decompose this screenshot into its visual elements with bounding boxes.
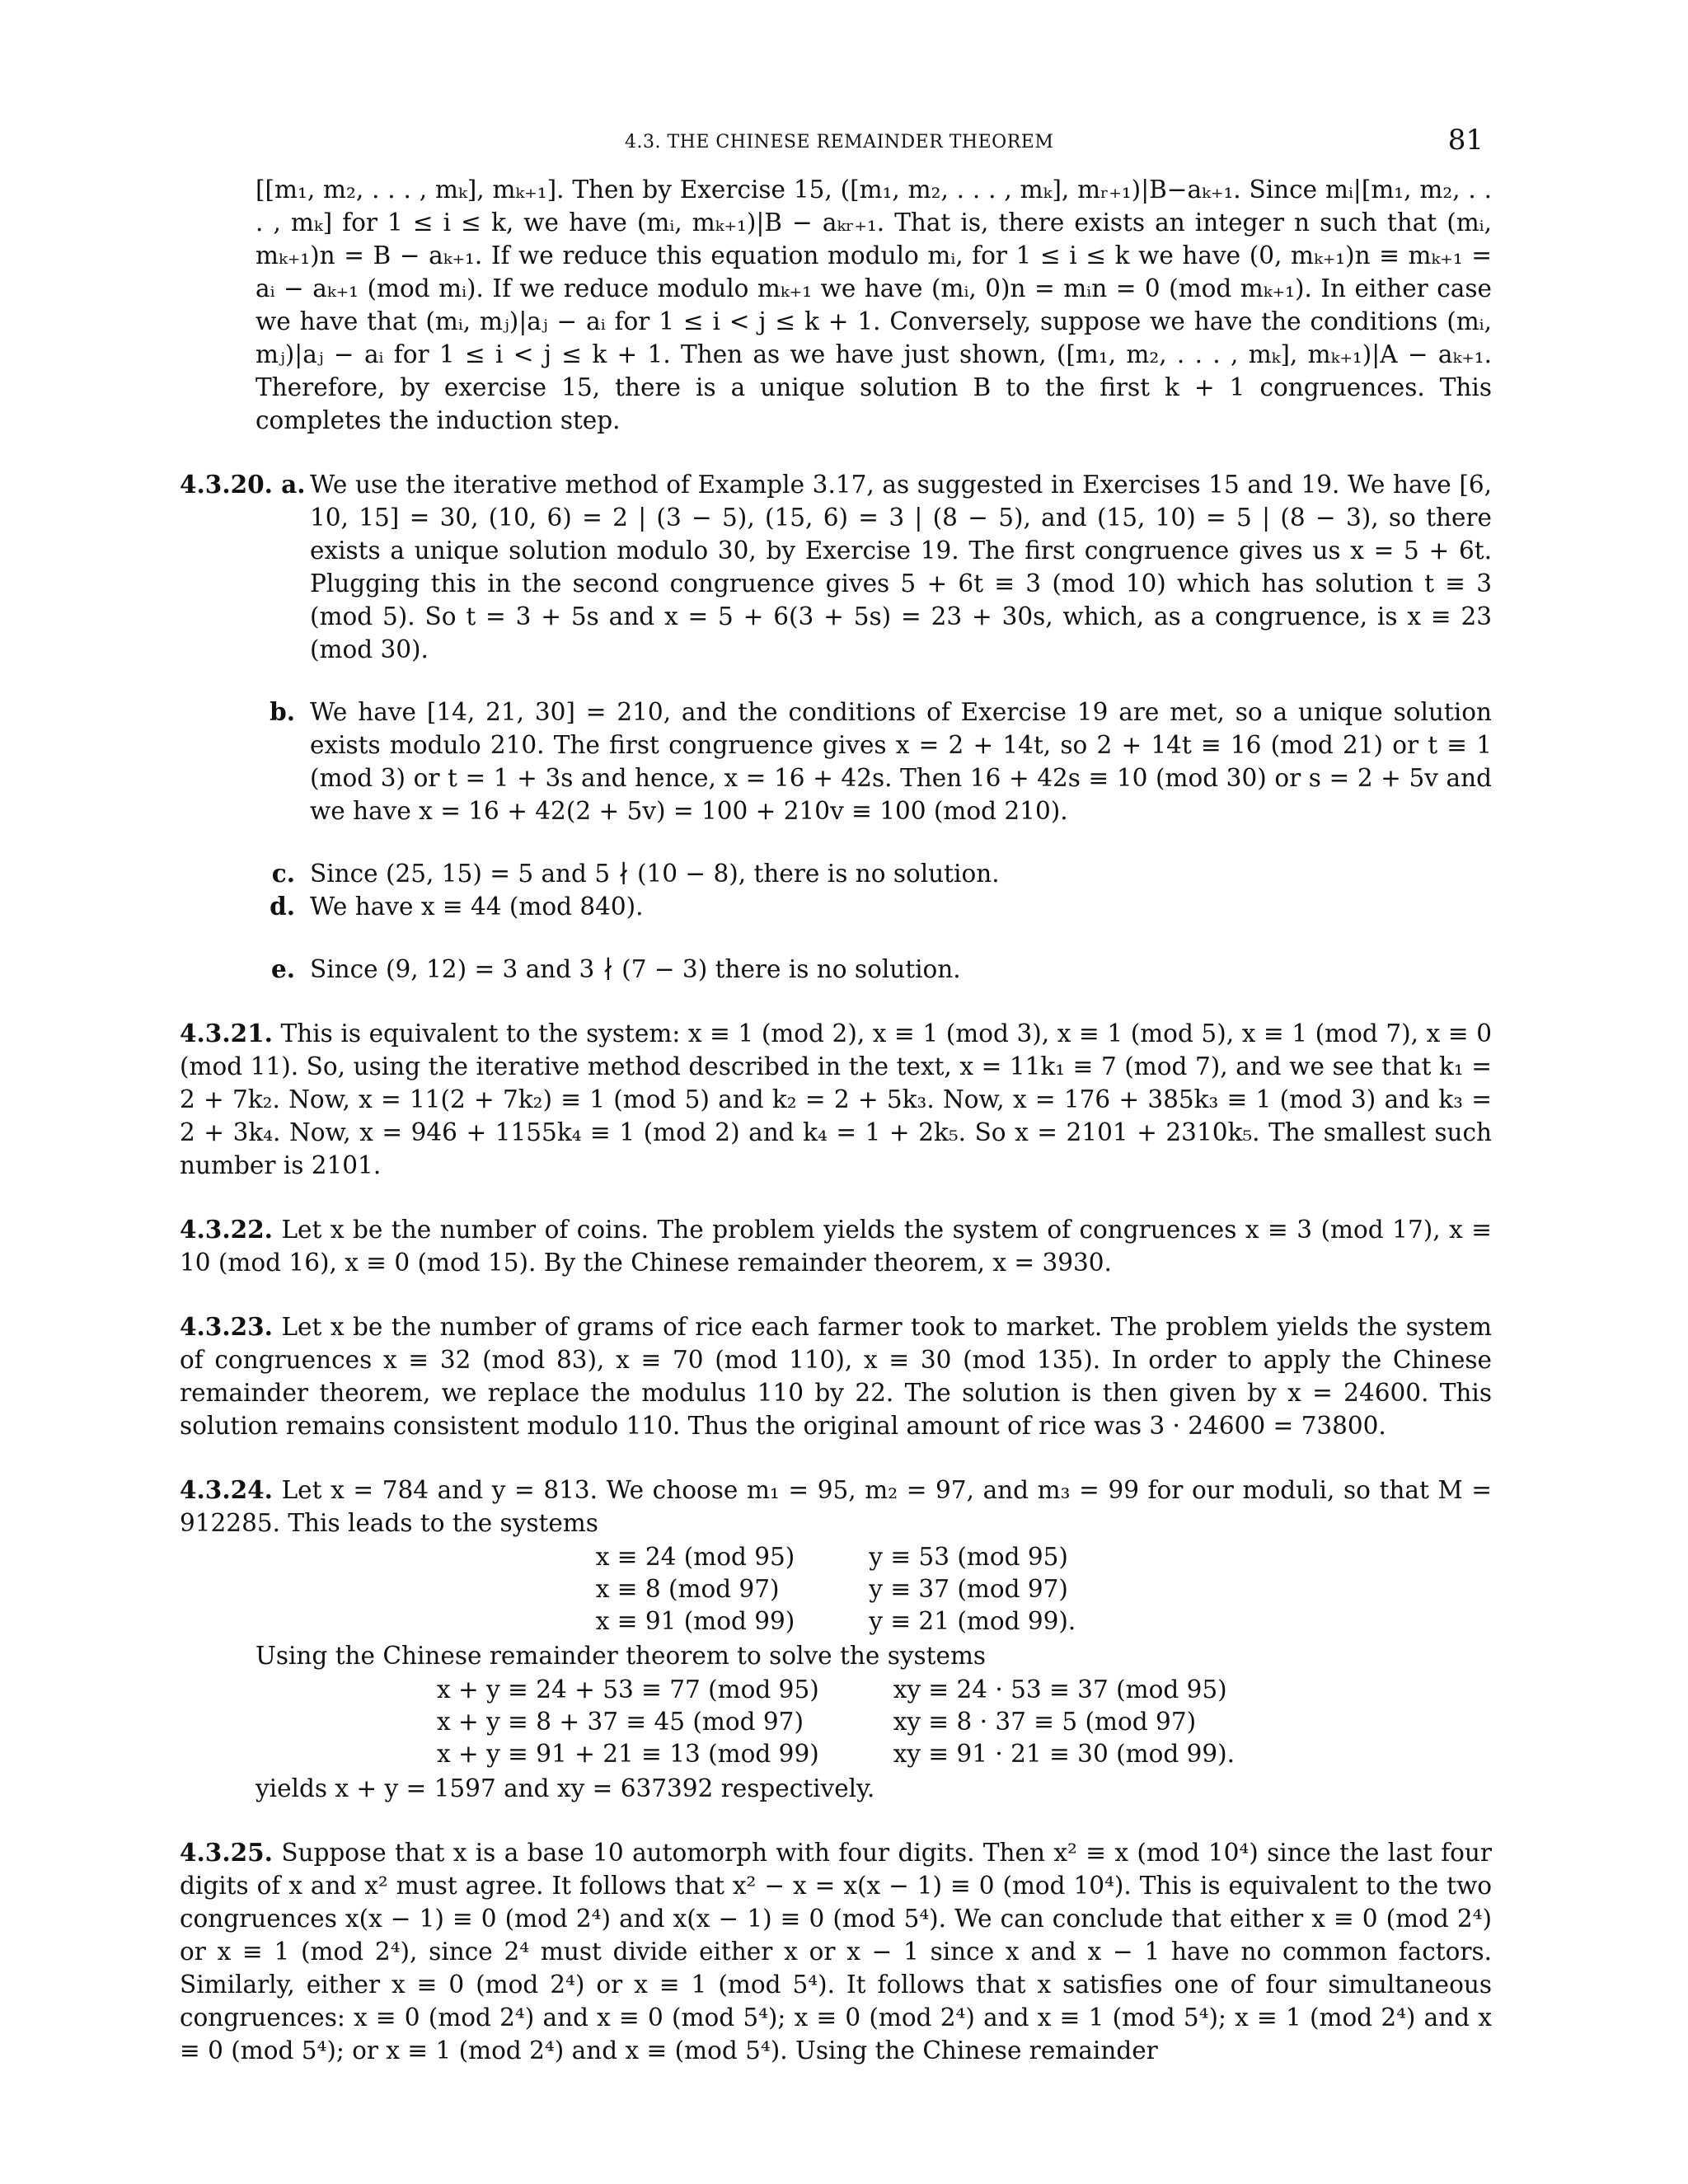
solution-paragraph: [180, 1310, 1492, 1442]
running-head: 4.3. THE CHINESE REMAINDER THEOREM: [625, 132, 1054, 152]
equation-line: xy ≡ 24 · 53 ≡ 37 (mod 95): [893, 1675, 1227, 1704]
solution-label: 4.3.22.: [180, 1215, 273, 1244]
solution-text: Let x be the number of grams of rice each farmer took to market. The problem yields the system of congruences x ≡ 32 (mod 83), x ≡ 70 (mod 110), x ≡ 30 (mod 135). In order to apply the Chinese remainder theorem, we replace the modulus 110 by 22. The solution is then given by x = 24600. This solution remains consistent modulo 110. Thus the original amount of rice was 3 · 24600 = 73800.: [180, 1313, 1492, 1440]
solution-label: 4.3.23.: [180, 1312, 273, 1341]
congruence-system-2: [180, 1674, 1492, 1770]
solution-label: 4.3.24.: [180, 1475, 273, 1504]
equation-line: y ≡ 37 (mod 97): [869, 1575, 1068, 1603]
solution-text: We have [14, 21, 30] = 210, and the conditions of Exercise 19 are met, so a unique solution exists modulo 210. The first congruence gives x = 2 + 14t, so 2 + 14t ≡ 16 (mod 21) or t ≡ 1 (mod 3) or t = 1 + 3s and hence, x = 16 + 42s. Then 16 + 42s ≡ 10 (mod 30) or s = 2 + 5v and we have x = 16 + 42(2 + 5v) = 100 + 210v ≡ 100 (mod 210).: [310, 698, 1492, 825]
page-header: [0, 124, 1688, 165]
solution-4-3-21: [180, 1017, 1492, 1182]
solution-text: We use the iterative method of Example 3.17, as suggested in Exercises 15 and 19. We have [6, 10, 15] = 30, (10, 6) = 2 | (3 − 5), (15, 6) = 3 | (8 − 5), and (15, 10) = 5 | (8 − 3), so there exists a unique solution modulo 30, by Exercise 19. The first congruence gives us x = 5 + 6t. Plugging this in the second congruence gives 5 + 6t ≡ 3 (mod 10) which has solution t ≡ 3 (mod 5). So t = 3 + 5s and x = 5 + 6(3 + 5s) = 23 + 30s, which, as a congruence, is x ≡ 23 (mod 30).: [310, 471, 1492, 663]
solution-4-3-20: [180, 468, 1492, 986]
solution-text: Since (9, 12) = 3 and 3 ∤ (7 − 3) there is no solution.: [310, 955, 961, 983]
solution-label: 4.3.21.: [180, 1019, 273, 1047]
equation-line: y ≡ 21 (mod 99).: [869, 1607, 1076, 1635]
y-system: [869, 1541, 1076, 1638]
solution-4-3-20-e: [180, 953, 1492, 986]
solution-label: 4.3.25.: [180, 1838, 273, 1867]
solution-text: Using the Chinese remainder theorem to solve the systems: [256, 1642, 987, 1670]
solution-text: Suppose that x is a base 10 automorph with four digits. Then x² ≡ x (mod 10⁴) since the last four digits of x and x² must agree. It follows that x² − x = x(x − 1) ≡ 0 (mod 10⁴). This is equivalent to the two congruences x(x − 1) ≡ 0 (mod 2⁴) and x(x − 1) ≡ 0 (mod 5⁴). We can conclude that either x ≡ 0 (mod 2⁴) or x ≡ 1 (mod 2⁴), since 2⁴ must divide either x or x − 1 since x and x − 1 have no common factors. Similarly, either x ≡ 0 (mod 2⁴) or x ≡ 1 (mod 5⁴). It follows that x satisfies one of four simultaneous congruences: x ≡ 0 (mod 2⁴) and x ≡ 0 (mod 5⁴); x ≡ 0 (mod 2⁴) and x ≡ 1 (mod 5⁴); x ≡ 1 (mod 2⁴) and x ≡ 0 (mod 5⁴); or x ≡ 1 (mod 2⁴) and x ≡ (mod 5⁴). Using the Chinese remainder: [180, 1839, 1492, 2064]
solution-paragraph: [180, 1474, 1492, 1540]
equation-line: y ≡ 53 (mod 95): [869, 1543, 1068, 1571]
equation-line: x + y ≡ 24 + 53 ≡ 77 (mod 95): [436, 1675, 819, 1704]
part-label: d.: [270, 892, 295, 921]
solution-label: 4.3.20. a.: [180, 470, 306, 499]
solution-paragraph: [180, 1213, 1492, 1279]
x-system: [596, 1541, 795, 1638]
solution-paragraph: [180, 1836, 1492, 2067]
equation-line: x + y ≡ 91 + 21 ≡ 13 (mod 99): [436, 1740, 819, 1768]
solution-text: Since (25, 15) = 5 and 5 ∤ (10 − 8), there is no solution.: [310, 860, 1000, 888]
equation-line: xy ≡ 91 · 21 ≡ 30 (mod 99).: [893, 1740, 1236, 1768]
congruence-system-1: [180, 1541, 1492, 1638]
equation-line: x ≡ 24 (mod 95): [595, 1543, 795, 1571]
part-label: c.: [271, 859, 295, 888]
solution-text: This is equivalent to the system: x ≡ 1 (mod 2), x ≡ 1 (mod 3), x ≡ 1 (mod 5), x ≡ 1 (mod 7), x ≡ 0 (mod 11). So, using the iterative method described in the text, x = 11k₁ ≡ 7 (mod 7), and we see that k₁ = 2 + 7k₂. Now, x = 11(2 + 7k₂) ≡ 1 (mod 5) and k₂ = 2 + 5k₃. Now, x = 176 + 385k₃ ≡ 1 (mod 3) and k₃ = 2 + 3k₄. Now, x = 946 + 1155k₄ ≡ 1 (mod 2) and k₄ = 1 + 2k₅. So x = 2101 + 2310k₅. The smallest such number is 2101.: [180, 1019, 1492, 1179]
intro-paragraph: [[m₁, m₂, . . . , mₖ], mₖ₊₁]. Then by Exercise 15, ([m₁, m₂, . . . , mₖ], mᵣ₊₁)|B−aₖ₊₁. Since mᵢ|[m₁, m₂, . . . , mₖ] for 1 ≤ i ≤ k, we have (mᵢ, mₖ₊₁)|B − aₖᵣ₊₁. That is, there exists an integer n such that (mᵢ, mₖ₊₁)n = B − aₖ₊₁. If we reduce this equation modulo mᵢ, for 1 ≤ i ≤ k we have (0, mₖ₊₁)n ≡ mₖ₊₁ = aᵢ − aₖ₊₁ (mod mᵢ). If we reduce modulo mₖ₊₁ we have (mᵢ, 0)n = mᵢn = 0 (mod mₖ₊₁). In either case we have that (mᵢ, mⱼ)|aⱼ − aᵢ for 1 ≤ i < j ≤ k + 1. Conversely, suppose we have the conditions (mᵢ, mⱼ)|aⱼ − aᵢ for 1 ≤ i < j ≤ k + 1. Then as we have just shown, ([m₁, m₂, . . . , mₖ], mₖ₊₁)|A − aₖ₊₁. Therefore, by exercise 15, there is a unique solution B to the first k + 1 congruences. This completes the induction step.: [256, 176, 1492, 434]
solution-4-3-23: [180, 1310, 1492, 1442]
solution-4-3-20-d: [180, 890, 1492, 923]
part-label: b.: [270, 697, 295, 726]
solution-4-3-20-b: [180, 696, 1492, 827]
equation-line: x ≡ 8 (mod 97): [595, 1575, 780, 1603]
solution-text: Let x be the number of coins. The problem yields the system of congruences x ≡ 3 (mod 17), x ≡ 10 (mod 16), x ≡ 0 (mod 15). By the Chinese remainder theorem, x = 3930.: [180, 1216, 1492, 1277]
sum-system: [437, 1674, 819, 1770]
part-label: e.: [270, 954, 295, 983]
solution-4-3-22: [180, 1213, 1492, 1279]
page-content: [180, 173, 1492, 2067]
equation-line: xy ≡ 8 · 37 ≡ 5 (mod 97): [893, 1708, 1197, 1736]
solution-4-3-24: [180, 1474, 1492, 1805]
page-number: 81: [1447, 124, 1484, 157]
equation-line: x + y ≡ 8 + 37 ≡ 45 (mod 97): [436, 1708, 804, 1736]
equation-line: x ≡ 91 (mod 99): [595, 1607, 795, 1635]
product-system: [893, 1674, 1235, 1770]
solution-text: Let x = 784 and y = 813. We choose m₁ = 95, m₂ = 97, and m₃ = 99 for our moduli, so that M = 912285. This leads to the systems: [180, 1476, 1492, 1537]
solution-4-3-25: [180, 1836, 1492, 2067]
solution-4-3-20-a: [180, 468, 1492, 666]
solution-text: yields x + y = 1597 and xy = 637392 respectively.: [256, 1774, 875, 1802]
solution-paragraph: [180, 1017, 1492, 1182]
solution-4-3-20-c: [180, 857, 1492, 890]
solution-text: We have x ≡ 44 (mod 840).: [310, 893, 644, 921]
